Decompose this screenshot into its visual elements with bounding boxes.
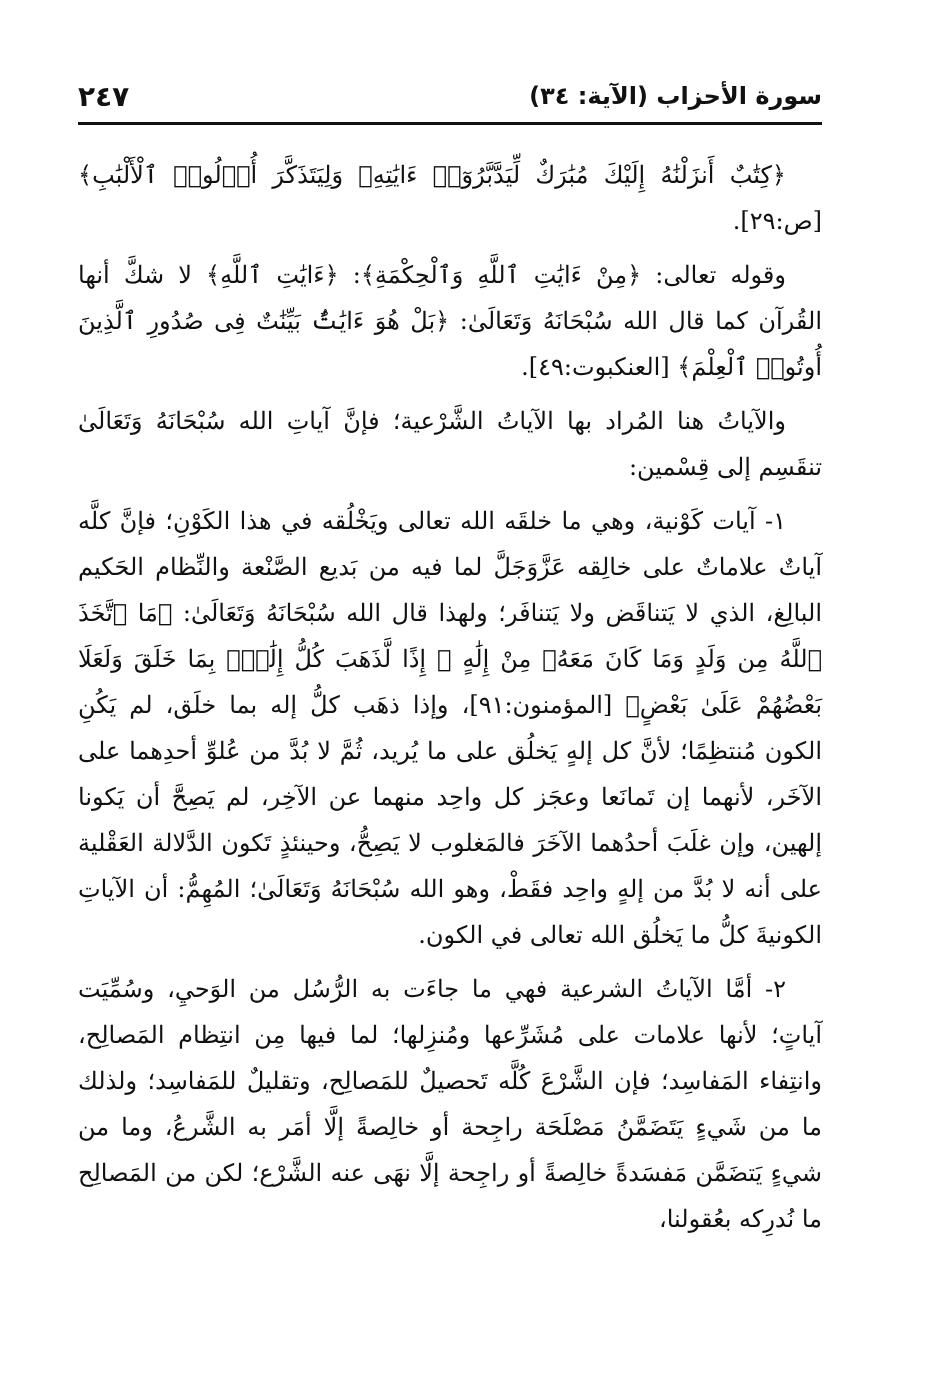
page-number: ٢٤٧ [78,80,130,113]
page-header [78,80,822,120]
running-header-title: سورة الأحزاب (الآية: ٣٤) [529,82,822,110]
paragraph-verses-of-allah: وقوله تعالى: ﴿مِنْ ءَايَٰتِ ٱللَّهِ وَٱلْحِكْمَةِ﴾: ﴿ءَايَٰتِ ٱللَّهِ﴾ لا شكَّ أنها القُرآن كما قال الله سُبْحَانَهُ وَتَعَالَىٰ: ﴿بَلْ هُوَ ءَايَٰتٌۢ بَيِّنَٰتٌ فِى صُدُورِ ٱلَّذِينَ أُوتُوا۟ ٱلْعِلْمَ﴾ [العنكبوت:٤٩]. [78,261,822,381]
paragraph-legal-verses: ٢- أمَّا الآياتُ الشرعية فهي ما جاءَت به الرُّسُل من الوَحيِ، وسُمِّيَت آياتٍ؛ لأنها علامات على مُشَرِّعها ومُنزِلها؛ لما فيها مِن انتِظام المَصالِح، وانتِفاء المَفاسِد؛ فإن الشَّرْعَ كُلَّه تَحصيلٌ للمَصالِح، وتقليلٌ للمَفاسِد؛ ولذلك ما من شَيءٍ يَتَضَمَّنُ مَصْلَحَة راجِحة أو خالِصةً إلَّا أمَر به الشَّرعُ، وما من شيءٍ يَتضَمَّن مَفسَدةً خالِصةً أو راجِحة إلَّا نهَى عنه الشَّرْع؛ لكن من المَصالِح ما نُدرِكه بعُقولنا، [78,975,822,1233]
paragraph-quran-quote-sad: ﴿كِتَٰبٌ أَنزَلْنَٰهُ إِلَيْكَ مُبَٰرَكٌ لِّيَدَّبَّرُوٓا۟ ءَايَٰتِهِۦ وَلِيَتَذَكَّرَ أُو۟لُوا۟ ٱلْأَلْبَٰبِ﴾ [ص:٢٩]. [78,161,822,235]
page-body [78,152,822,1250]
paragraph-shari-verses-intro: والآياتُ هنا المُراد بها الآياتُ الشَّرْعية؛ فإنَّ آياتِ الله سُبْحَانَهُ وَتَعَالَىٰ تنقَسِم إلى قِسْمين: [78,407,822,481]
header-divider [78,122,822,125]
paragraph-cosmic-verses: ١- آيات كَوْنية، وهي ما خلقَه الله تعالى ويَخْلُقه في هذا الكَوْنِ؛ فإنَّ كلَّه آياتٌ علاماتٌ على خالِقه عَزَّوَجَلَّ لما فيه من بَديع الصَّنْعة والنِّظام الحَكيم البالِغ، الذي لا يَتناقَض ولا يَتنافَر؛ ولهذا قال الله سُبْحَانَهُ وَتَعَالَىٰ: ﴿مَا ٱتَّخَذَ ٱللَّهُ مِن وَلَدٍ وَمَا كَانَ مَعَهُۥ مِنْ إِلَٰهٍ ۚ إِذًا لَّذَهَبَ كُلُّ إِلَٰهٍۭ بِمَا خَلَقَ وَلَعَلَا بَعْضُهُمْ عَلَىٰ بَعْضٍ﴾ [المؤمنون:٩١]، وإذا ذهَب كلُّ إله بما خلَق، لم يَكُنِ الكون مُنتظِمًا؛ لأنَّ كل إلهٍ يَخلُق على ما يُريد، ثُمَّ لا بُدَّ من عُلوِّ أحدِهما على الآخَر، لأنهما إن تَمانَعا وعجَز كل واحِد منهما عن الآخِر، لم يَصِحَّ أن يَكونا إلهين، وإن غلَبَ أحدُهما الآخَرَ فالمَغلوب لا يَصِحُّ، وحينئذٍ تَكون الدَّلالة العَقْلية على أنه لا بُدَّ من إلهٍ واحِد فقَطْ، وهو الله سُبْحَانَهُ وَتَعَالَىٰ؛ المُهِمُّ: أن الآياتِ الكونيةَ كلُّ ما يَخلُق الله تعالى في الكون. [78,507,822,949]
